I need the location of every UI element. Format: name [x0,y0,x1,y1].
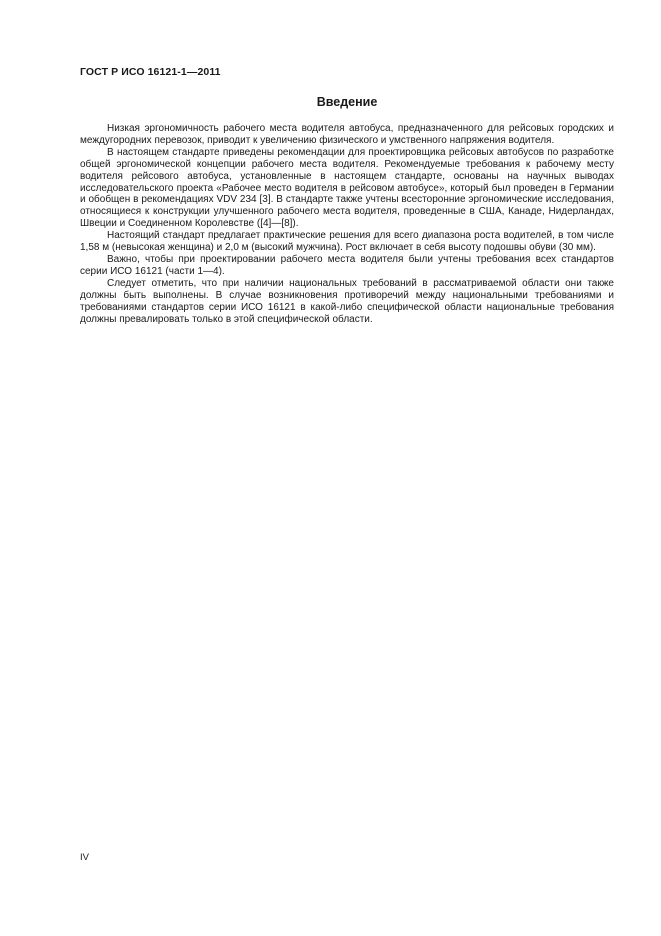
section-title: Введение [316,95,378,109]
page-number: IV [80,852,89,863]
introduction-body [80,123,614,325]
paragraph: Следует отметить, что при наличии национальных требований в рассматриваемой области они также должны быть выполнены. В случае возникновения противоречий между национальными требованиями и требованиями стандартов серии ИСО 16121 в какой-либо специфической области национальные требования должны превалировать только в этой специфической области. [80,277,614,325]
paragraph: Важно, чтобы при проектировании рабочего места водителя были учтены требования всех стандартов серии ИСО 16121 (части 1—4). [80,253,614,277]
paragraph: В настоящем стандарте приведены рекомендации для проектировщика рейсовых автобусов по разработке общей эргономической концепции рабочего места водителя. Рекомендуемые требования к рабочему месту водителя рейсового автобуса, установленные в настоящем стандарте, основаны на научных выводах исследовательского проекта «Рабочее место водителя в рейсовом автобусе», который был проведен в Германии и обобщен в рекомендациях VDV 234 [3]. В стандарте также учтены всесторонние эргономические исследования, относящиеся к конструкции улучшенного рабочего места водителя, проведенные в США, Канаде, Нидерландах, Швеции и Соединенном Королевстве ([4]—[8]). [80,146,614,230]
paragraph: Настоящий стандарт предлагает практические решения для всего диапазона роста водителей, в том числе 1,58 м (невысокая женщина) и 2,0 м (высокий мужчина). Рост включает в себя высоту подошвы обуви (30 мм). [80,230,614,254]
paragraph: Низкая эргономичность рабочего места водителя автобуса, предназначенного для рейсовых городских и междугородних перевозок, приводит к увеличению физического и умственного напряжения водителя. [80,123,614,146]
document-header: ГОСТ Р ИСО 16121-1—2011 [80,66,221,78]
